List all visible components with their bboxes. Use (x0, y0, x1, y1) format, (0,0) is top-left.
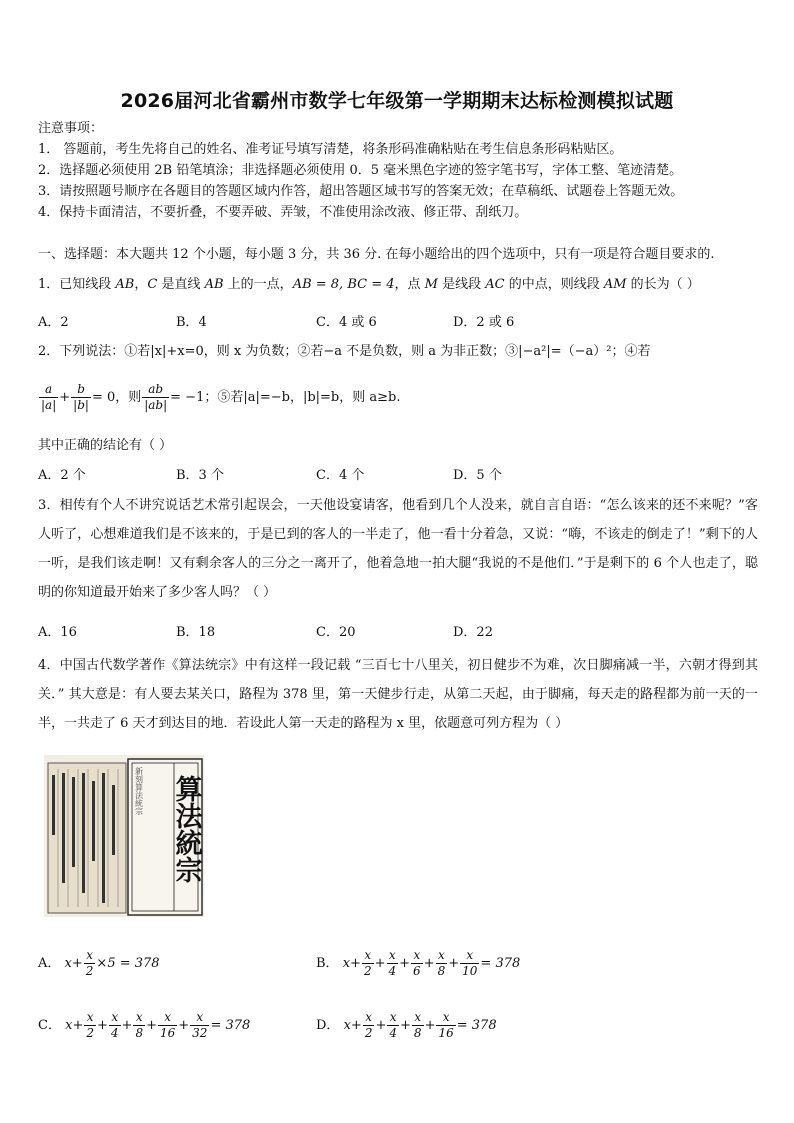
question-3: 3．相传有个人不讲究说话艺术常引起误会，一天他设宴请客，他看到几个人没来，就自言自语：“怎么该来的还不来呢？”客人听了，心想难道我们是不该来的，于是已到的客人的一半走了，他一看十分着急，又说：“嗨，不该走的倒走了！”剩下的人一听，是我们该走啊！又有剩余客人的三分之一离开了，他着急地一拍大腿“我说的不是他们．”于是剩下的 6 个人也走了，聪明的你知道最开始来了多少客人吗？（ ） (38, 498, 758, 600)
q3-option-c[interactable]: C．20 (316, 625, 356, 640)
q1-option-a[interactable]: A．2 (38, 315, 69, 330)
q4-option-c-label: C． (38, 1018, 61, 1033)
q1-text: 1．已知线段 (38, 277, 116, 292)
q2-option-a[interactable]: A．2 个 (38, 468, 86, 483)
q4-option-a[interactable] (38, 946, 160, 982)
q1-text: 是直线 (157, 277, 205, 292)
page-title: 2026届河北省霸州市数学七年级第一学期期末达标检测模拟试题 (120, 90, 674, 112)
q1-text: 的中点，则线段 (504, 277, 604, 292)
q1-text: ， (134, 277, 148, 292)
note-item: 1． 答题前，考生先将自己的姓名、准考证号填写清楚，将条形码准确粘贴在考生信息条形码粘贴区。 (38, 142, 623, 157)
q1-point-c: C (147, 277, 158, 292)
q1-segment-ac: AC (485, 277, 505, 292)
note-item: 3．请按照题号顺序在各题目的答题区域内作答，超出答题区域书写的答案无效；在草稿纸、试题卷上答题无效。 (38, 184, 684, 199)
section-heading: 一、选择题：本大题共 12 个小题，每小题 3 分，共 36 分. 在每小题给出的四个选项中，只有一项是符合题目要求的. (38, 247, 715, 262)
q2-fraction-b: $\frac{b}{|b|}$ (73, 382, 89, 412)
q2-fraction-a: $\frac{a}{|a|}$ (41, 382, 57, 412)
question-2-line-1: 2．下列说法：①若|x|+x=0，则 x 为负数；②若−a 不是负数，则 a 为非正数；③|−a²|=（−a）²；④若 (38, 344, 651, 359)
q1-line-ab: AB (204, 277, 224, 292)
q2-text: = 0，则 (91, 390, 142, 405)
q1-condition: AB = 8, BC = 4 (292, 277, 395, 292)
q4-option-b-label: B． (316, 956, 339, 971)
q1-option-c[interactable]: C．4 或 6 (316, 315, 377, 330)
book-title: 算法統宗 (170, 775, 202, 883)
q1-option-d[interactable]: D．2 或 6 (453, 315, 515, 330)
q1-option-b[interactable]: B．4 (176, 315, 207, 330)
notes-heading: 注意事项： (38, 121, 104, 136)
question-2-line-3: 其中正确的结论有（ ） (38, 438, 173, 453)
q4-option-d-label: D． (316, 1018, 340, 1033)
q2-text: = −1；⑤若|a|=−b，|b|=b，则 a≥b. (170, 390, 401, 405)
note-item: 2．选择题必须使用 2B 铅笔填涂；非选择题必须使用 0．5 毫米黑色字迹的签字笔书写，字体工整、笔迹清楚。 (38, 163, 683, 178)
q4-option-a-label: A． (38, 956, 61, 971)
question-4: 4．中国古代数学著作《算法统宗》中有这样一段记载 “三百七十八里关，初日健步不为难，次日脚痛减一半，六朝才得到其关．” 其大意是：有人要去某关口，路程为 378 里，第一天健步行走，从第二天起，由于脚痛，每天走的路程都为前一天的一半，一共走了 6 天才到达目的地．若设此人第一天走的路程为 x 里，依题意可列方程为（ ） (38, 658, 758, 731)
q4-equation-c: x+ $\frac{x}{2}$ + $\frac{x}{4}$ + $\frac{x}{8}$ + $\frac{x}{16}$ + $\frac{x}{32}$ = 378 (65, 1010, 251, 1040)
question-1 (38, 276, 700, 294)
q1-text: ，点 (394, 277, 425, 292)
q1-point-m: M (424, 277, 438, 292)
book-photo (44, 755, 204, 917)
book-illustration (44, 755, 204, 917)
q1-segment-am: AM (603, 277, 627, 292)
q3-option-b[interactable]: B．18 (176, 625, 216, 640)
q2-fraction-ab: $\frac{ab}{|ab|}$ (144, 382, 168, 412)
question-2-line-2 (38, 378, 401, 418)
q2-option-b[interactable]: B．3 个 (176, 468, 224, 483)
book-side-label: 新刻算法統宗 (134, 767, 144, 815)
q1-segment-ab: AB (115, 277, 135, 292)
q1-text: 的长为（ ） (626, 277, 700, 292)
note-item: 4．保持卡面清洁，不要折叠，不要弄破、弄皱，不准使用涂改液、修正带、刮纸刀。 (38, 205, 528, 220)
q4-equation-d: x+ $\frac{x}{2}$ + $\frac{x}{4}$ + $\frac{x}{8}$ + $\frac{x}{16}$ = 378 (343, 1010, 497, 1040)
q4-option-b[interactable] (316, 946, 520, 982)
q1-text: 是线段 (437, 277, 486, 292)
q1-text: 上的一点， (223, 277, 293, 292)
q4-option-c[interactable] (38, 1008, 250, 1044)
q2-plus: + (59, 390, 71, 405)
q3-option-a[interactable]: A．16 (38, 625, 77, 640)
q3-option-d[interactable]: D．22 (453, 625, 493, 640)
q2-option-c[interactable]: C．4 个 (316, 468, 365, 483)
q4-equation-b: x+ $\frac{x}{2}$ + $\frac{x}{4}$ + $\frac{x}{6}$ + $\frac{x}{8}$ + $\frac{x}{10}$ = 378 (342, 948, 521, 978)
q4-equation-a: x+ $\frac{x}{2}$ ×5 = 378 (64, 948, 160, 978)
q4-option-d[interactable] (316, 1008, 497, 1044)
q2-option-d[interactable]: D．5 个 (453, 468, 502, 483)
